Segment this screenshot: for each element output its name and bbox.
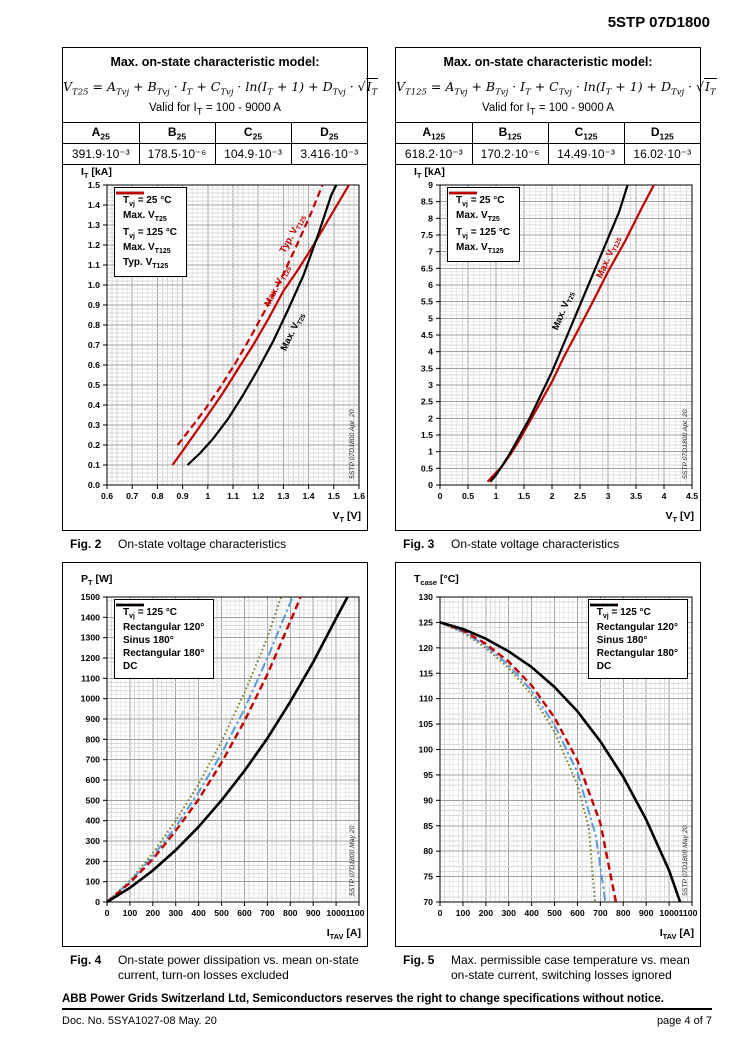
table-value-row (396, 144, 700, 165)
svg-text:3: 3 (605, 491, 611, 501)
quadrant-fig5 (395, 562, 701, 983)
svg-text:1.0: 1.0 (87, 280, 100, 290)
svg-text:2.5: 2.5 (573, 491, 587, 501)
legend-label: Rectangular 180° (596, 648, 678, 660)
svg-text:0: 0 (437, 491, 443, 501)
legend-label: Rectangular 120° (123, 622, 205, 634)
svg-text:900: 900 (638, 908, 654, 918)
figure-label: Fig. 5 (403, 953, 435, 967)
svg-text:4.5: 4.5 (420, 330, 433, 340)
legend-label: $T_{vj} = 125$ °C (123, 607, 178, 620)
svg-text:110: 110 (418, 693, 433, 704)
part-number: 5STP 07D1800 (607, 14, 710, 31)
coef-value: 170.2·10⁻⁶ (472, 144, 548, 165)
legend-label: $T_{vj} = 125$ °C (456, 227, 511, 241)
svg-text:1.2: 1.2 (252, 491, 265, 501)
legend-item (123, 660, 204, 673)
legend-item (456, 241, 510, 256)
svg-text:400: 400 (524, 908, 539, 918)
table-header-row (63, 123, 367, 144)
svg-text:105: 105 (418, 719, 433, 730)
figure-caption-text: On-state voltage characteristics (118, 537, 287, 551)
col-header: $A_{25}$ (63, 123, 139, 144)
svg-text:1100: 1100 (81, 673, 100, 684)
svg-text:300: 300 (501, 908, 516, 918)
svg-text:9: 9 (428, 180, 433, 190)
bottom-row (62, 562, 750, 983)
svg-text:500: 500 (85, 795, 100, 806)
svg-text:1: 1 (493, 491, 499, 501)
chart-legend (588, 599, 688, 679)
footer-notice: ABB Power Grids Switzerland Ltd, Semiconductors reserves the right to change specifications without notice. (62, 993, 712, 1010)
svg-text:0.8: 0.8 (151, 491, 164, 501)
fig4-box (62, 562, 368, 947)
legend-label: DC (123, 661, 138, 673)
svg-text:0.5: 0.5 (461, 491, 475, 501)
svg-text:120: 120 (418, 642, 433, 653)
legend-item (123, 647, 204, 660)
figure-label: Fig. 4 (70, 953, 102, 967)
fig3-plot-svg (396, 165, 700, 529)
svg-text:1.4: 1.4 (87, 200, 100, 210)
svg-text:800: 800 (85, 734, 100, 745)
svg-text:1: 1 (428, 446, 433, 457)
model-box-25 (62, 47, 378, 531)
doc-number: Doc. No. 5SYA1027-08 May. 20 (62, 1015, 217, 1027)
svg-text:0: 0 (428, 480, 433, 490)
svg-text:200: 200 (145, 908, 161, 918)
y-axis-label: $P_T$ [W] (81, 573, 113, 588)
coef-value: 618.2·10⁻³ (396, 144, 472, 165)
svg-text:7.5: 7.5 (420, 230, 433, 240)
top-row (62, 47, 750, 552)
quadrant-fig3 (395, 47, 716, 552)
svg-text:95: 95 (423, 769, 433, 780)
model-title: Max. on-state characteristic model: (443, 55, 653, 69)
svg-text:4.5: 4.5 (685, 491, 699, 501)
fig4-plot-svg (63, 563, 367, 946)
watermark-text: 5STP 07D1800 Apr. 20 (349, 409, 356, 479)
svg-text:400: 400 (191, 908, 206, 918)
svg-text:4: 4 (661, 491, 667, 501)
svg-text:0.9: 0.9 (176, 491, 189, 501)
figure-caption-text: On-state power dissipation vs. mean on-state current, turn-on losses excluded (118, 953, 359, 982)
watermark-text: 5STP 07D1800 May 20 (682, 825, 689, 896)
svg-text:1: 1 (205, 491, 211, 501)
legend-line-sample (115, 188, 145, 198)
legend-item (597, 621, 678, 634)
legend-item (597, 660, 678, 673)
svg-text:0.9: 0.9 (87, 300, 100, 310)
svg-text:1.1: 1.1 (87, 260, 100, 270)
legend-header (123, 226, 177, 241)
coefficient-table (63, 122, 367, 165)
model-title: Max. on-state characteristic model: (110, 55, 320, 69)
svg-text:1000: 1000 (659, 908, 679, 918)
svg-text:600: 600 (237, 908, 252, 918)
legend-label: $T_{vj} = 125$ °C (596, 607, 651, 620)
svg-text:6.5: 6.5 (420, 263, 433, 274)
col-header: $D_{125}$ (624, 123, 700, 144)
svg-text:1.3: 1.3 (277, 491, 290, 501)
svg-text:900: 900 (85, 714, 100, 724)
svg-text:6: 6 (428, 280, 433, 290)
legend-item (597, 647, 678, 660)
col-header: $C_{25}$ (215, 123, 291, 144)
chart-legend (114, 187, 187, 277)
legend-header (456, 226, 510, 241)
svg-text:115: 115 (418, 668, 433, 679)
svg-text:200: 200 (478, 908, 494, 918)
svg-text:125: 125 (418, 617, 433, 628)
fig5-chart (396, 563, 700, 946)
legend-item (597, 634, 678, 647)
chart-legend (447, 187, 520, 262)
footer-meta (62, 1015, 712, 1027)
legend-item (123, 256, 177, 271)
y-axis-label: $I_T$ [kA] (81, 166, 112, 181)
coef-value: 178.5·10⁻⁶ (139, 144, 215, 165)
svg-text:1200: 1200 (80, 653, 100, 663)
svg-text:0.2: 0.2 (87, 440, 100, 450)
legend-label: Rectangular 180° (123, 648, 205, 660)
svg-text:1.3: 1.3 (87, 220, 100, 230)
legend-label: $T_{vj} = 25$ °C (123, 195, 172, 208)
table-value-row (63, 144, 367, 165)
legend-label: DC (596, 661, 612, 673)
svg-text:0: 0 (104, 908, 110, 918)
svg-text:1400: 1400 (80, 612, 100, 623)
fig3-chart (396, 165, 700, 529)
curve-label: Max. $V_{T25}$ (278, 313, 308, 353)
svg-text:7: 7 (428, 246, 433, 257)
svg-text:1.5: 1.5 (327, 491, 340, 501)
curve-label: Max. $V_{T25}$ (550, 291, 577, 332)
svg-text:500: 500 (214, 908, 229, 918)
svg-text:400: 400 (85, 815, 100, 826)
svg-text:500: 500 (547, 908, 562, 918)
svg-text:600: 600 (570, 908, 585, 918)
legend-item (456, 209, 510, 224)
legend-label: Sinus 180° (596, 635, 648, 647)
fig2-chart (63, 165, 367, 529)
svg-text:200: 200 (85, 856, 100, 867)
fig5-caption (395, 953, 701, 983)
svg-text:700: 700 (85, 754, 100, 765)
model-valid-range: Valid for $I_T = 100 - 9000$ A (482, 102, 614, 118)
svg-text:3: 3 (428, 380, 433, 390)
legend-line-sample (589, 600, 619, 610)
svg-text:100: 100 (418, 744, 433, 755)
svg-text:1.5: 1.5 (87, 180, 100, 190)
svg-text:80: 80 (423, 846, 433, 857)
legend-item (123, 209, 177, 224)
watermark-text: 5STP 07D1800 May 20 (349, 825, 356, 896)
svg-text:0.7: 0.7 (87, 340, 100, 350)
coef-value: 3.416·10⁻³ (291, 144, 367, 165)
x-axis-label: $V_T$ [V] (332, 510, 361, 525)
svg-text:1.6: 1.6 (352, 491, 366, 501)
svg-text:0: 0 (437, 908, 443, 918)
curve-label: Typ. $V_{T125}$ (277, 214, 309, 256)
svg-text:100: 100 (85, 876, 100, 887)
quadrant-fig2 (62, 47, 378, 552)
svg-text:90: 90 (423, 795, 433, 806)
svg-text:8: 8 (428, 213, 433, 224)
x-axis-label: $V_T$ [V] (665, 510, 694, 525)
legend-item (123, 241, 177, 256)
legend-item (123, 634, 204, 647)
svg-text:0.8: 0.8 (87, 320, 100, 330)
svg-text:1.4: 1.4 (302, 491, 315, 501)
svg-text:0.3: 0.3 (87, 420, 100, 430)
svg-text:1300: 1300 (80, 632, 100, 643)
coef-value: 14.49·10⁻³ (548, 144, 624, 165)
figure-label: Fig. 3 (403, 537, 435, 551)
svg-text:75: 75 (423, 871, 433, 882)
legend-label: Max. $V_{T25}$ (123, 210, 167, 224)
fig4-chart (63, 563, 367, 946)
svg-text:2: 2 (549, 491, 555, 501)
curve-label: Max. $V_{T125}$ (262, 265, 294, 309)
legend-label: Max. $V_{T25}$ (456, 210, 500, 224)
legend-label: $T_{vj} = 25$ °C (456, 195, 505, 208)
fig2-plot-svg (63, 165, 367, 529)
svg-text:700: 700 (260, 908, 275, 918)
legend-label: Max. $V_{T125}$ (123, 242, 171, 256)
model-valid-range: Valid for $I_T = 100 - 9000$ A (149, 102, 281, 118)
model-box-125 (395, 47, 716, 531)
svg-text:0.6: 0.6 (100, 491, 114, 501)
svg-text:1000: 1000 (326, 908, 346, 918)
legend-label: Typ. $V_{T125}$ (123, 257, 169, 271)
svg-text:0.6: 0.6 (87, 360, 100, 370)
x-axis-label: $I_{TAV}$ [A] (326, 927, 361, 942)
svg-text:900: 900 (305, 908, 321, 918)
figure-label: Fig. 2 (70, 537, 102, 551)
svg-text:300: 300 (168, 908, 183, 918)
coefficient-table (396, 122, 700, 165)
fig3-caption (395, 537, 701, 552)
svg-text:2: 2 (428, 413, 433, 424)
table-header-row (396, 123, 700, 144)
fig5-box (395, 562, 701, 947)
col-header: $B_{25}$ (139, 123, 215, 144)
svg-text:0: 0 (95, 897, 100, 907)
fig4-caption (62, 953, 368, 983)
col-header: $C_{125}$ (548, 123, 624, 144)
legend-label: Sinus 180° (123, 635, 174, 647)
svg-text:1100: 1100 (345, 908, 365, 918)
svg-text:800: 800 (616, 908, 631, 918)
svg-text:1000: 1000 (80, 693, 100, 704)
svg-text:1.5: 1.5 (517, 491, 531, 501)
svg-text:1.2: 1.2 (87, 240, 100, 250)
legend-label: Max. $V_{T125}$ (456, 242, 504, 256)
svg-text:300: 300 (85, 836, 100, 846)
svg-text:1.1: 1.1 (226, 491, 240, 501)
svg-text:800: 800 (283, 908, 298, 918)
col-header: $D_{25}$ (291, 123, 367, 144)
coef-value: 391.9·10⁻³ (63, 144, 139, 165)
col-header: $A_{125}$ (396, 123, 472, 144)
svg-text:70: 70 (423, 897, 433, 907)
page-footer (62, 993, 712, 1027)
legend-label: Rectangular 120° (596, 622, 678, 634)
svg-text:5.5: 5.5 (420, 296, 433, 307)
legend-line-sample (115, 600, 145, 610)
svg-text:2.5: 2.5 (420, 396, 433, 407)
svg-text:130: 130 (418, 592, 433, 602)
col-header: $B_{125}$ (472, 123, 548, 144)
svg-text:1500: 1500 (80, 592, 100, 602)
figure-caption-text: On-state voltage characteristics (451, 537, 620, 551)
y-axis-label: $T_{case}$ [°C] (414, 573, 459, 588)
svg-text:700: 700 (593, 908, 608, 918)
svg-text:0.1: 0.1 (87, 460, 100, 470)
svg-text:5: 5 (428, 313, 433, 324)
svg-text:4: 4 (428, 346, 433, 357)
svg-text:3.5: 3.5 (629, 491, 643, 501)
legend-line-sample (448, 188, 478, 198)
svg-text:0.5: 0.5 (87, 380, 100, 390)
svg-text:1100: 1100 (678, 908, 698, 918)
svg-text:0.5: 0.5 (420, 463, 433, 474)
legend-item (123, 621, 204, 634)
chart-legend (114, 599, 214, 679)
svg-text:8.5: 8.5 (420, 196, 433, 207)
svg-text:100: 100 (122, 908, 138, 918)
svg-text:600: 600 (85, 775, 100, 785)
svg-text:0.7: 0.7 (126, 491, 139, 501)
svg-text:1.5: 1.5 (420, 430, 433, 440)
watermark-text: 5STP 07D1800 Apr. 20 (682, 409, 689, 479)
curve-label: Max. $V_{T125}$ (594, 236, 624, 281)
model-formula: $V_{T125} = A_{Tvj} + B_{Tvj} \cdot I_T + C_{Tvj} \cdot \ln(I_T + 1) + D_{Tvj} \cdot √I_T$ (396, 79, 716, 98)
svg-text:3.5: 3.5 (420, 363, 433, 374)
model-formula: $V_{T25} = A_{Tvj} + B_{Tvj} \cdot I_T + C_{Tvj} \cdot \ln(I_T + 1) + D_{Tvj} \cdot √I_T$ (63, 79, 378, 98)
svg-text:85: 85 (423, 820, 433, 831)
page-number: page 4 of 7 (656, 1015, 712, 1027)
x-axis-label: $I_{TAV}$ [A] (659, 927, 694, 942)
svg-text:0.4: 0.4 (87, 400, 100, 410)
quadrant-fig4 (62, 562, 368, 983)
fig2-caption (62, 537, 368, 552)
coef-value: 104.9·10⁻³ (215, 144, 291, 165)
y-axis-label: $I_T$ [kA] (414, 166, 445, 181)
svg-text:100: 100 (455, 908, 471, 918)
figure-caption-text: Max. permissible case temperature vs. mean on-state current, switching losses ignored (451, 953, 690, 982)
svg-text:0.0: 0.0 (87, 480, 100, 490)
coef-value: 16.02·10⁻³ (624, 144, 700, 165)
legend-label: $T_{vj} = 125$ °C (123, 227, 178, 241)
